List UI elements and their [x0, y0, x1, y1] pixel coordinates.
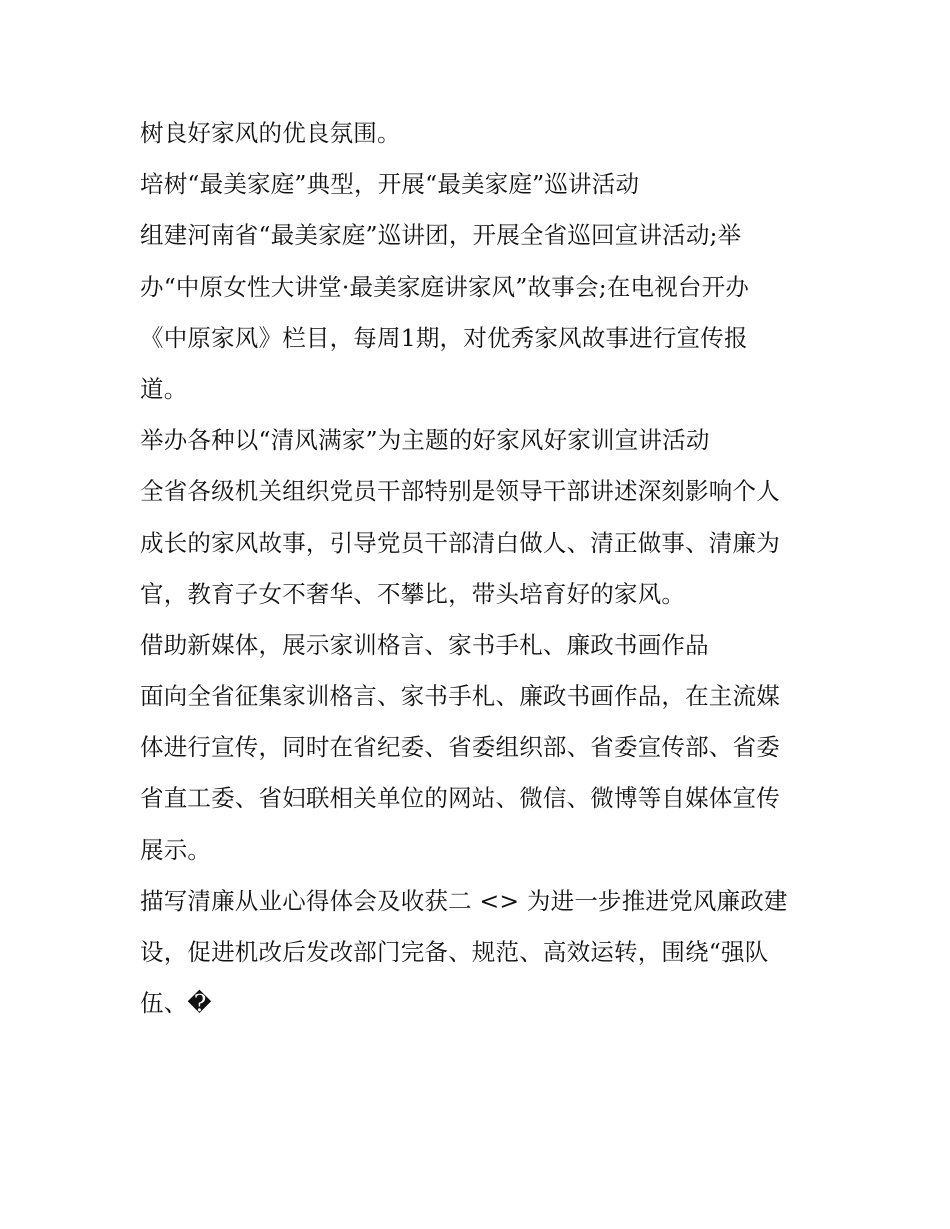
- text-line: 树良好家风的优良氛围。: [140, 119, 401, 147]
- text-line: 设，促进机改后发改部门完备、规范、高效运转，围绕“强队: [140, 938, 769, 966]
- text-line: 体进行宣传，同时在省纪委、省委组织部、省委宣传部、省委: [140, 733, 780, 762]
- text-line: 面向全省征集家训格言、家书手札、廉政书画作品，在主流媒: [140, 682, 780, 711]
- section-heading: 借助新媒体，展示家训格言、家书手札、廉政书画作品: [140, 630, 709, 659]
- text-line: 官，教育子女不奢华、不攀比，带头培育好的家风。: [140, 579, 686, 608]
- text-line: 展示。: [140, 835, 212, 864]
- text-line: 道。: [140, 374, 188, 403]
- section-heading: 举办各种以“清风满家”为主题的好家风好家训宣讲活动: [140, 426, 710, 455]
- text-line: 《中原家风》栏目，每周1期，对优秀家风故事进行宣传报: [140, 323, 748, 352]
- text-line: 组建河南省“最美家庭”巡讲团，开展全省巡回宣讲活动;举: [140, 221, 742, 250]
- text-line: 办“中原女性大讲堂·最美家庭讲家风”故事会;在电视台开办: [140, 272, 750, 301]
- text-line: 省直工委、省妇联相关单位的网站、微信、微博等自媒体宣传: [140, 784, 780, 813]
- section-heading: 培树“最美家庭”典型，开展“最美家庭”巡讲活动: [140, 170, 640, 199]
- text-line: 全省各级机关组织党员干部特别是领导干部讲述深刻影响个人: [140, 477, 780, 506]
- text-line: 成长的家风故事，引导党员干部清白做人、清正做事、清廉为: [140, 528, 780, 557]
- body-text: [140, 108, 820, 1029]
- text-line: 描写清廉从业心得体会及收获二 <> 为进一步推进党风廉政建: [140, 886, 788, 915]
- text-line: 伍、�: [140, 989, 212, 1018]
